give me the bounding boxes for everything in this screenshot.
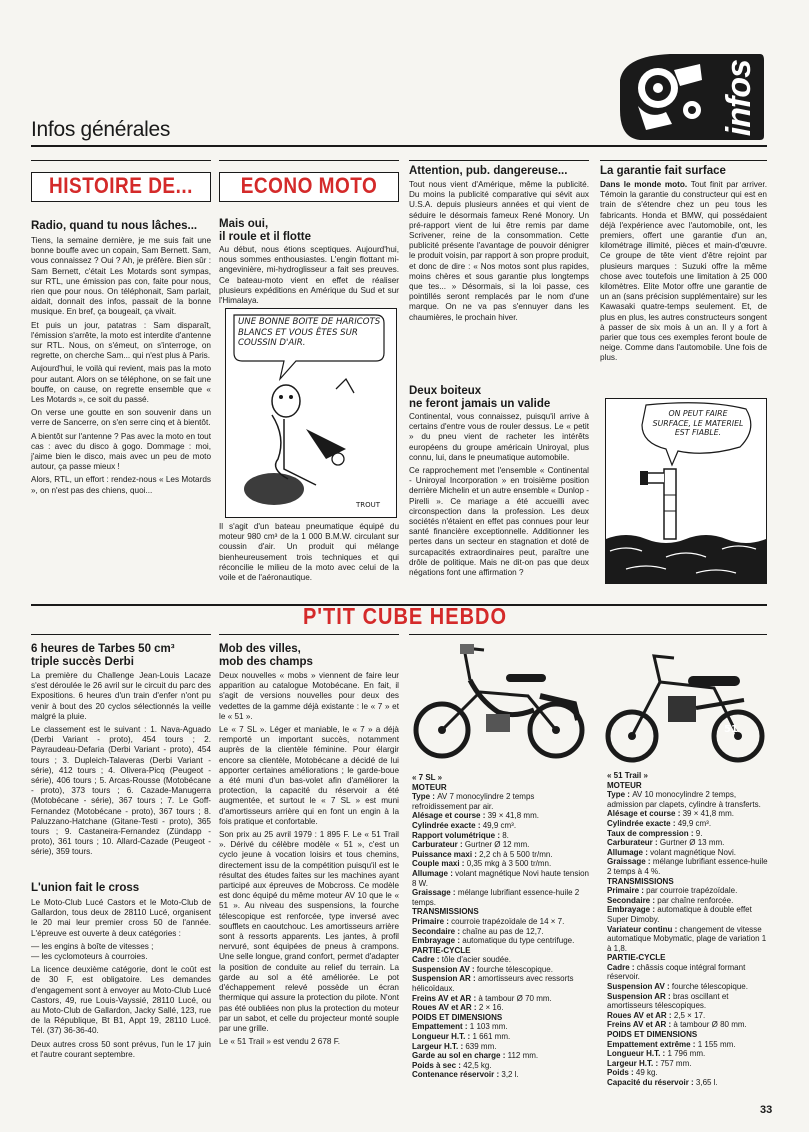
col2-headline [219, 218, 399, 244]
mob-headline-line: Mob des villes, [219, 643, 301, 655]
col1-body [31, 236, 211, 499]
spec-label: Suspension AV : [412, 964, 477, 974]
col3-headline2 [409, 385, 589, 411]
col3-body [409, 412, 589, 581]
spec-value: 639 mm. [465, 1041, 497, 1051]
spec-value: par chaîne renforcée. [657, 895, 734, 905]
spec-value: fourche télescopique. [476, 964, 553, 974]
spec-value: 1 103 mm. [469, 1022, 508, 1032]
spec-label: Freins AV et AR : [607, 1020, 674, 1030]
spec-value: automatique à double effet Super Dimoby. [607, 905, 752, 924]
spec-label: Couple maxi : [412, 859, 467, 869]
spec-row [607, 829, 769, 839]
spec-value: volant magnétique Novi haute tension 8 W. [412, 868, 589, 888]
spec-row [607, 992, 769, 1011]
spec-value: 49,9 cm³. [482, 820, 517, 830]
tarbes-headline-line: 6 heures de Tarbes 50 cm³ [31, 643, 175, 655]
spec-row [607, 905, 769, 924]
spec-row [412, 965, 590, 975]
spec-label: Rapport volumétrique : [412, 830, 503, 840]
spec-row [607, 809, 769, 819]
spec-row [607, 1078, 769, 1088]
spec-7sl [412, 773, 590, 1080]
spec-row [607, 790, 769, 809]
spec-label: Contenance réservoir : [412, 1070, 502, 1080]
spec-value: 49 kg. [635, 1068, 658, 1078]
spec-section-heading: POIDS ET DIMENSIONS [607, 1030, 698, 1040]
section-title: Infos générales [31, 118, 171, 141]
spec-label: Graissage : [607, 857, 653, 867]
spec-value: tôle d'acier soudée. [441, 955, 511, 965]
spec-section-heading: MOTEUR [607, 780, 642, 790]
spec-label: Empattement : [412, 1022, 470, 1032]
infos-logo [610, 50, 766, 142]
cartoon-hovercraft [225, 308, 397, 518]
col1-top-rule [31, 160, 211, 161]
spec-value: 2,2 ch à 5 500 tr/mn. [479, 849, 553, 859]
spec-label: Roues AV et AR : [607, 1010, 674, 1020]
tarbes-body [31, 671, 211, 861]
bottom-col1-rule [31, 634, 211, 635]
col4-body [600, 180, 767, 364]
mob-para: Deux nouvelles « mobs » viennent de faire leur apparition au catalogue Motobécane. En fait, il s'agit de versions nouvelles pour deux des vedettes de la gamme déjà existante : le « 7 » et le « 51 ». [219, 671, 399, 721]
spec-value: 42,5 kg. [463, 1060, 492, 1070]
spec-label: Type : [607, 790, 633, 800]
spec-row [607, 1020, 769, 1030]
mob-para: Le « 51 Trail » est vendu 2 678 F. [219, 1037, 341, 1047]
spec-label: Poids : [607, 1068, 636, 1078]
col3-para: Continental, vous connaissez, puisqu'il arrive à certains d'entre vous de rouler dessus. Le « petit » du pneu vient de racheter les intérêts européens du groupe américain Uniroyal, plus connu, lui, dans le pneumatique automobile. [409, 412, 589, 462]
tarbes-para: La première du Challenge Jean-Louis Lacaze s'est déroulée le 26 avril sur le circuit du parc des Expositions. 6 heures d'un train d'enfer n'ont pu venir à bout des 20 cyclos sélectionnés la veille malgré la pluie. [31, 671, 211, 721]
logo-text: infos [720, 60, 758, 137]
spec-value: AV 7 monocylindre 2 temps refroidissement par air. [412, 792, 535, 811]
spec-section-heading: TRANSMISSIONS [412, 907, 479, 917]
spec-row [607, 963, 769, 982]
col2-para2: Il s'agit d'un bateau pneumatique équipé du moteur 980 cm³ de la 1 000 B.M.W. circulant sur coussin d'air. Un produit qui mélange bienheureusement trois techniques et qui réconcilie le milieu de la moto avec celui de la voile et de l'aéronautique. [219, 522, 399, 583]
spec-row [412, 850, 590, 860]
spec-label: Embrayage : [607, 905, 658, 915]
spec-row [412, 917, 590, 927]
bottom-col2-rule [219, 634, 399, 635]
spec-label: Cadre : [607, 962, 637, 972]
spec-row [607, 1049, 769, 1059]
spec-value: changement de vitesse automatique Mobymatic, plage de variation 1 à 1,8. [607, 924, 767, 953]
col2-headline-line: il roule et il flotte [219, 231, 312, 243]
col3-top-rule [409, 160, 589, 161]
spec-label: Puissance maxi : [412, 849, 480, 859]
spec-value: mélange lubrifiant essence-huile 2 temps. [412, 888, 580, 907]
col4-headline: La garantie fait surface [600, 165, 726, 177]
spec-row [412, 1032, 590, 1042]
spec-label: Type : [412, 792, 438, 802]
spec-label: Carburateur : [412, 840, 465, 850]
spec-label: Suspension AR : [412, 974, 478, 984]
spec-label: Allumage : [412, 868, 456, 878]
spec-value: 39 × 41,8 mm. [682, 809, 734, 819]
spec-label: Capacité du réservoir : [607, 1078, 696, 1087]
spec-value: 112 mm. [507, 1051, 539, 1061]
spec-row [412, 974, 590, 993]
spec-label: Cylindrée exacte : [607, 818, 678, 828]
spec-row [412, 955, 590, 965]
spec-row [607, 1011, 769, 1021]
spec-row [412, 1070, 590, 1080]
col2-para1: Au début, nous étions sceptiques. Aujourd'hui, nous sommes enthousiastes. L'engin flottant mi-angevinière, mi-hydroglisseur a fait ses preuves. Ce bateau-moto vient en effet de réaliser plusieurs expéditions en Amérique du Sud et sur l'Himalaya. [219, 245, 399, 306]
spec-section-heading: TRANSMISSIONS [607, 876, 674, 886]
spec-row [607, 886, 769, 896]
cross-para: Deux autres cross 50 sont prévus, l'un le 17 juin et l'autre courant septembre. [31, 1039, 211, 1059]
spec-value: 1 155 mm. [697, 1039, 736, 1049]
spec-section-heading: POIDS ET DIMENSIONS [412, 1012, 503, 1022]
spec-row [607, 1040, 769, 1050]
spec-label: Cylindrée exacte : [412, 820, 483, 830]
spec-label: Allumage : [607, 847, 651, 857]
cartoon-signature: TROUT [356, 501, 381, 509]
spec-value: 39 × 41,8 mm. [487, 811, 539, 821]
spec-title: « 51 Trail » [607, 771, 648, 780]
col4-lead: Dans le monde moto. [600, 180, 688, 189]
tarbes-headline-line: triple succès Derbi [31, 656, 134, 668]
spec-row [412, 811, 590, 821]
col1-para: Alors, RTL, un effort : rendez-nous « Les Motards », on n'est pas des chiens, quoi... [31, 475, 211, 495]
spec-value: à tambour Ø 80 mm. [673, 1020, 747, 1030]
col1-para: A bientôt sur l'antenne ? Pas avec la moto en tout cas : avec du disco à gogo. Dommage : moi, j'aime bien le disco, mais avec un peu de moto autour, ça passe mieux ! [31, 431, 211, 472]
spec-label: Cadre : [412, 955, 442, 965]
spec-row [412, 1022, 590, 1032]
cartoon-surface [605, 398, 767, 584]
spec-row [412, 936, 590, 946]
cross-para: La licence deuxième catégorie, dont le coût est de 30 F, est obligatoire. Les demandes d'engagement sont à envoyer au Moto-Club Lucé Castors, 49, rue Louis-Vayssié, 28110 Lucé, ou au Moto-Club de Gallardon, Jacky Sallé, 123, rue de la République, Bt B1, Appt 19, 28110 Lucé. Tél. (37) 36-36-40. [31, 965, 211, 1036]
spec-value: 49,9 cm³. [677, 818, 712, 828]
spec-row [412, 792, 590, 811]
spec-row [607, 857, 769, 876]
cartoon2-bubble-text: ON PEUT FAIRE SURFACE, LE MATERIEL EST FIABLE. [652, 409, 744, 438]
col1-headline: Radio, quand tu nous lâches... [31, 220, 198, 232]
spec-row [607, 896, 769, 906]
spec-row [412, 869, 590, 888]
spec-value: 3,65 l. [695, 1078, 718, 1087]
spec-label: Largeur H.T. : [607, 1058, 661, 1068]
spec-row [412, 831, 590, 841]
mob-para: Son prix au 25 avril 1979 : 1 895 F. Le « 51 Trail ». Dérivé du célèbre modèle « 51 », c'est un cyclo jeune à vocation loisirs et tous chemins, directement issu de la compétition puisqu'il est le résultat des études faites sur les machines ayant participé aux épreuves de Mobcross. Ce modèle est donc équipé du même moteur AV 10 que le « 51 ». Au niveau des suspensions, la fourche télescopique est renforcée, type inversé avec soufflets en caoutchouc. Les amortisseurs arrière sont à ressorts apparents. Les jantes, à profil nervuré, sont équipées de pneus à crampons. Une selle longue, grand confort, permet d'adapter la position de conduite au relief du terrain. La garde au sol a été améliorée. Le pot d'échappement relevé possède un écran thermique qui assure la protection du pilote. N'ont pas été oubliées non plus la protection du moteur par un sabot, et celle du projecteur monté souple par une grille. [219, 830, 399, 1033]
spec-value: 8. [502, 830, 509, 840]
spec-label: Alésage et course : [607, 809, 683, 819]
spec-value: volant magnétique Novi. [650, 847, 736, 857]
tarbes-para: Le classement est le suivant : 1. Nava-Aguado (Derbi Variant - proto), 454 tours ; 2. Payraudeau-Defaria (Derbi Variant - proto), 454 tours ; 3. Dupleich-Talaveras (Derbi Variant - série), 412 tours ; 4. Olivera-Picq (Peugeot - série), 406 tours ; 5. Arcas-Rousse (Motobécane - proto), 373 tours ; 6. Cazade-Manugerra (Motobécane - série), 367 tours ; 7. Le Goff-Fernandez (Motobécane - proto), 367 tours ; 8. Paluzzano-Hatchane (Gitane-Testi - proto), 365 tours ; 9. Castaneira-Fernandez (Zündapp - proto), 361 tours ; 10. Allard-Cazade (Peugeot - série), 359 tours. [31, 725, 211, 857]
spec-value: 3,2 l. [501, 1070, 519, 1080]
spec-label: Primaire : [607, 886, 647, 896]
spec-row [412, 840, 590, 850]
spec-value: AV 10 monocylindre 2 temps, admission par clapets, cylindre à transferts. [607, 790, 761, 809]
spec-label: Secondaire : [607, 895, 658, 905]
col3-headline-line: ne feront jamais un valide [409, 398, 551, 410]
moped-51trail-photo [604, 648, 768, 770]
mob-body [219, 671, 399, 1050]
banner-econo: ECONO MOTO [219, 172, 399, 202]
spec-value: Gurtner Ø 12 mm. [464, 840, 530, 850]
cross-body [31, 898, 211, 1063]
spec-section-heading: PARTIE-CYCLE [607, 953, 666, 963]
spec-row [412, 1061, 590, 1071]
spec-value: automatique du type centrifuge. [462, 936, 575, 946]
spec-value: 1 796 mm. [667, 1049, 706, 1059]
spec-label: Poids à sec : [412, 1060, 464, 1070]
spec-value: 9. [695, 828, 703, 838]
col1-para: On verse une goutte en son souvenir dans un verre de Sancerre, on s'en serre cinq et à bientôt. [31, 408, 211, 428]
spec-title: « 7 SL » [412, 773, 443, 782]
spec-row [412, 1003, 590, 1013]
col1-para: Aujourd'hui, le voilà qui revient, mais pas la moto pour autant. Alors on se téléphone, on se fait une bouffe, on cause, on regrette ensemble que « Les Motards », ce soit du passé. [31, 364, 211, 405]
spec-row [607, 819, 769, 829]
spec-row [412, 888, 590, 907]
col3-para1: Tout nous vient d'Amérique, même la publicité. Du moins la publicité comparative qui sévit aux U.S.A. depuis plusieurs années et qui vient de séduire le désormais fameux René Monory. Un pré-rapport vient de lui être remis par dame Scrivener, reine de la consommation. Cette publicité présente l'avantage de pouvoir dénigrer le produit voisin, par rapport à son propre produit, et donc de dire : « Nos motos sont plus rapides, moins chères et sous garantie plus longtemps que tes... » Désormais, si la loi passe, ces pointillés seront remplacés par le nom d'une marque. On ne va pas s'ennuyer dans les chaumières, le prochain hiver. [409, 180, 589, 322]
spec-row [607, 1059, 769, 1069]
spec-51trail [607, 771, 769, 1088]
col2-top-rule [219, 160, 399, 161]
mob-headline-line: mob des champs [219, 656, 313, 668]
spec-label: Alésage et course : [412, 811, 488, 821]
spec-row [412, 1042, 590, 1052]
spec-label: Largeur H.T. : [412, 1041, 466, 1051]
spec-row [412, 859, 590, 869]
spec-row [607, 838, 769, 848]
moped-7sl-photo [410, 640, 590, 768]
spec-section-heading: PARTIE-CYCLE [412, 945, 471, 955]
spec-value: Gurtner Ø 13 mm. [659, 838, 725, 848]
spec-label: Variateur continu : [607, 924, 680, 934]
spec-label: Carburateur : [607, 838, 660, 848]
banner-histoire: HISTOIRE DE... [31, 172, 211, 202]
spec-value: courroie trapézoïdale de 14 × 7. [451, 916, 565, 926]
cross-headline: L'union fait le cross [31, 882, 140, 894]
mob-headline [219, 643, 399, 669]
spec-value: mélange lubrifiant essence-huile 2 temps à 4 %. [607, 857, 768, 876]
cross-para: Le Moto-Club Lucé Castors et le Moto-Club de Gallardon, tous deux de 28110 Lucé, organisent le 20 mai leur premier cross 50 de l'année. L'épreuve est ouverte à deux catégories : [31, 898, 211, 938]
spec-value: à tambour Ø 70 mm. [478, 993, 552, 1003]
spec-label: Secondaire : [412, 926, 463, 936]
spec-row [607, 925, 769, 954]
spec-value: 2 × 16. [478, 1003, 504, 1013]
mob-para: Le « 7 SL ». Léger et maniable, le « 7 » a déjà remporté un important succès, notamment auprès de la clientèle féminine. Pour élargir encore sa clientèle, Motobécane a décidé de lui apporter certaines améliorations ; le garde-boue a été muni d'un bas-volet afin d'améliorer la protection, la capacité du réservoir a été augmentée, et surtout le « 7 SL » est muni d'amortisseurs arrière qui en font un engin à la fois pratique et confortable. [219, 725, 399, 826]
spec-value: 757 mm. [660, 1058, 692, 1068]
spec-label: Embrayage : [412, 936, 463, 946]
col4-top-rule [600, 160, 767, 161]
spec-value: par courroie trapézoïdale. [646, 886, 738, 896]
spec-label: Suspension AV : [607, 982, 672, 992]
spec-row [412, 1051, 590, 1061]
spec-value: chaîne au pas de 12,7. [462, 926, 544, 936]
spec-value: amortisseurs avec ressorts hélicoïdaux. [412, 974, 574, 994]
col4-para: Tout finit par arriver. Témoin la garantie du constructeur qui est en train de s'étendre chez un peu tous les fabricants. Honda et BMW, qui possédaient déjà l'expérience avec l'automobile, ont, les premiers, offert une garantie d'un an, kilométrage illimité, pièces et main-d'œuvre. Ce groupe de tête vient d'être rejoint par plusieurs marques : Suzuki offre la même chose avec toutefois une limitation à 25 000 kilomètres. Elite Motor offre une garantie de un an (sans précision supplémentaire) sur les Kawasaki quatre-temps seulement. Et, de plus en plus, les autres constructeurs songent à passer de six mois à un an. Il y a fort à parier que tous ces exemples feront boule de neige. Comme dans l'automobile. Une fois de plus. [600, 180, 767, 363]
header-rule [31, 145, 767, 147]
spec-value: 2,5 × 17. [673, 1010, 706, 1020]
spec-label: Suspension AR : [607, 991, 673, 1001]
spec-row [412, 821, 590, 831]
spec-label: Primaire : [412, 916, 452, 926]
spec-label: Roues AV et AR : [412, 1003, 479, 1013]
col1-para: Tiens, la semaine dernière, je me suis fait une bonne bouffe avec un copain, Sam Bernett. Sam, vous connaissez ? Oui ? Ah, je préfère. Bien sûr : Sam Bernett, c'était Les Motards sont sympas, sur RTL, une émission pas con, faite pour nous, rien que pour nous. On téléphonait, Sam parlait, aidait, donnait des infos, passait de la bonne musique. En bref, ça bougeait, ça vivait. [31, 236, 211, 317]
spec-row [607, 848, 769, 858]
col3-para: Ce rapprochement met l'ensemble « Continental - Uniroyal Incorporation » en troisième position derrière Michelin et un autre ensemble « Dunlop - Pirelli ». Ce mariage a été accueilli avec circonspection dans la profession. Les deux sociétés n'étaient en effet pas connues pour leur santé financière exceptionnelle. Additionner les pertes dans un secteur en stagnation et doté de surcapacités extraordinaires peut, paraître une drôle de politique. Mais ne dit-on pas que deux négations font une affirmation ? [409, 466, 589, 578]
col3-headline1: Attention, pub. dangereuse... [409, 165, 568, 177]
col2-headline-line: Mais oui, [219, 218, 269, 230]
tarbes-headline [31, 643, 211, 669]
spec-row [412, 994, 590, 1004]
banner-ptit-cube: P'TIT CUBE HEBDO [302, 604, 508, 630]
spec-row [412, 927, 590, 937]
cartoon-bubble-text: UNE BONNE BOITE DE HARICOTS BLANCS ET VOUS ÊTES SUR COUSSIN D'AIR. [238, 317, 381, 348]
page-number: 33 [760, 1104, 773, 1116]
spec-value: bras oscillant et amortisseurs télescopiques. [607, 991, 729, 1011]
spec-label: Longueur H.T. : [607, 1049, 668, 1059]
col1-para: Et puis un jour, patatras : Sam disparaît, l'émission s'arrête, la moto est interdite d'antenne sur RTL. Nous, on s'émeut, on s'interroge, on regrette, on cherche Sam... qui n'est plus à Paris. [31, 320, 211, 361]
spec-label: Longueur H.T. : [412, 1032, 473, 1042]
spec-label: Garde au sol en charge : [412, 1051, 508, 1061]
spec-value: 0,35 mkg à 3 500 tr/mn. [466, 859, 552, 869]
spec-row [607, 1068, 769, 1078]
cross-para: — les cyclomoteurs à courroies. [31, 952, 148, 962]
spec-label: Freins AV et AR : [412, 993, 479, 1003]
spec-value: châssis coque intégral formant réservoir. [607, 962, 746, 982]
bottom-col34-rule [409, 634, 767, 635]
spec-label: Taux de compression : [607, 828, 696, 838]
spec-label: Empattement extrême : [607, 1039, 698, 1049]
spec-row [607, 982, 769, 992]
spec-value: 1 661 mm. [472, 1032, 511, 1042]
col3-headline-line: Deux boiteux [409, 385, 482, 397]
spec-section-heading: MOTEUR [412, 782, 447, 792]
svg-text:51: 51 [724, 724, 738, 735]
spec-value: fourche télescopique. [671, 982, 748, 992]
cross-para: — les engins à boîte de vitesses ; [31, 941, 154, 951]
spec-label: Graissage : [412, 888, 458, 898]
